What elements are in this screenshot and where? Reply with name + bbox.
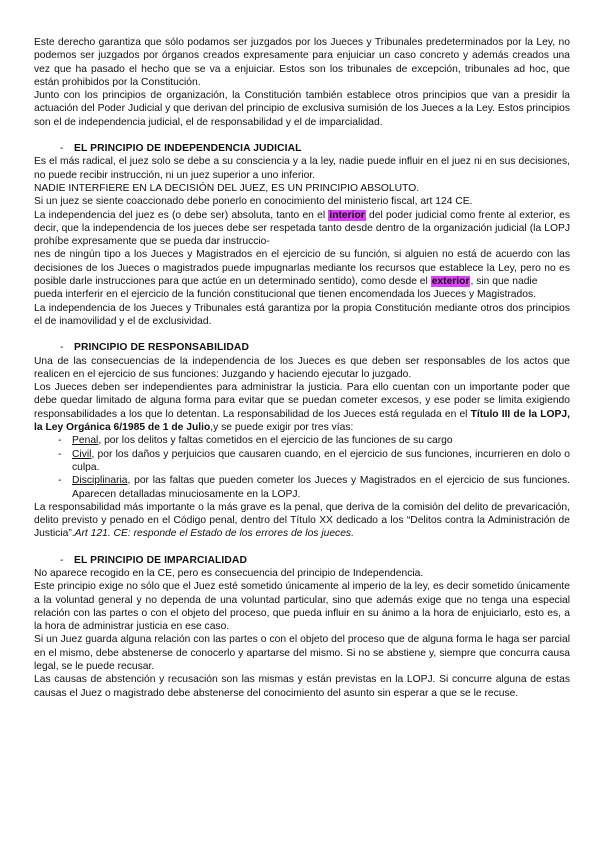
independencia-paragraph-1: Es el más radical, el juez solo se debe a su consciencia y a la ley, nadie puede influir en el juez ni en sus decisiones, no puede recibir instrucción, ni un juez superior a uno inferior. — [34, 156, 570, 181]
imparcialidad-paragraph-2: Este principio exige no sólo que el Juez esté sometido únicamente al imperio de la ley, es decir sometido únicamente a la voluntad general y no dependa de una voluntad particular, sino que además exige que no tenga una especial relación con las partes o con el objeto del proceso, que pueda influir en su ánimo a la hora de enjuiciarlo, esto es, a la hora de administrar justicia en ese caso. — [34, 581, 570, 633]
spacer — [34, 328, 570, 341]
list-item — [58, 448, 570, 475]
independencia-paragraph-6: pueda interferir en el ejercicio de la función constitucional que tienen encomendada los Jueces y Magistrados. — [34, 289, 536, 301]
independencia-paragraph-4 — [34, 209, 570, 249]
heading-imparcialidad — [34, 554, 570, 567]
italic-note: Art 121. CE: responde el Estado de los errores de los jueces. — [74, 528, 354, 540]
list-item — [58, 434, 570, 447]
imparcialidad-paragraph-1: No aparece recogido en la CE, pero es consecuencia del principio de Independencia. — [34, 567, 424, 579]
heading-responsabilidad — [34, 341, 570, 354]
highlight-interior: interior — [329, 209, 365, 221]
responsabilidad-paragraph-3 — [34, 501, 570, 541]
responsabilidad-list — [34, 434, 570, 500]
heading-independencia — [34, 142, 570, 155]
heading-text: PRINCIPIO DE RESPONSABILIDAD — [74, 342, 250, 354]
text-run: , sin que nadie — [470, 276, 538, 288]
heading-text: EL PRINCIPIO DE IMPARCIALIDAD — [74, 554, 247, 566]
heading-bullet: - — [60, 342, 64, 354]
spacer — [34, 129, 570, 142]
list-text: , por los daños y perjuicios que causaren cuando, en el ejercicio de sus funciones, incurrieren en dolo o culpa. — [72, 448, 570, 473]
imparcialidad-paragraph-4: Las causas de abstención y recusación son las mismas y están previstas en la LOPJ. Si concurre alguna de estas causas el Juez o magistrado debe abstenerse del conocimiento del asunto sin esperar a que se le recuse. — [34, 674, 570, 699]
list-bullet: - — [58, 448, 62, 460]
text-run: nes de ningún tipo a los Jueces y Magistrados en el ejercicio de su función, si alguien no está de acuerdo con las decisiones de los Jueces o magistrados puede impugnarlas mediante los recursos que establece la Ley, pero no es posible darle instrucciones para que actúe en un determinado sentido), como desde el — [34, 249, 570, 288]
imparcialidad-paragraph-3: Si un Juez guarda alguna relación con las partes o con el objeto del proceso que de alguna forma le haga ser parcial en el mismo, debe abstenerse de conocerlo y apartarse del mismo. Si no se abstiene y, siempre que concurra causa legal, se le puede recusar. — [34, 634, 570, 673]
responsabilidad-paragraph-1: Una de las consecuencias de la independencia de los Jueces es que deben ser responsables de los actos que realicen en el ejercicio de sus funciones: Juzgando y haciendo ejecutar lo juzgado. — [34, 355, 570, 380]
intro-paragraph-1: Este derecho garantiza que sólo podamos ser juzgados por los Jueces y Tribunales predeterminados por la Ley, no podemos ser juzgados por órganos creados expresamente para enjuiciar un caso concreto y además creados una vez que ha pasado el hecho que se va a enjuiciar. Estos son los tribunales de excepción, tribunales ad hoc, que están prohibidos por la Constitución. — [34, 37, 570, 88]
independencia-paragraph-3: Si un juez se siente coaccionado debe ponerlo en conocimiento del ministerio fiscal, art 124 CE. — [34, 196, 473, 208]
text-run: del poder judicial como frente al exterior, es decir, que la independencia de los jueces debe ser respetada tanto desde dentro de la organización judicial (la LOPJ prohíbe expresamente que se pueda dar instruccio- — [34, 209, 571, 248]
text-run: ,y se puede exigir por tres vías: — [210, 422, 354, 434]
independencia-paragraph-7: La independencia de los Jueces y Tribunales está garantiza por la propia Constitución mediante otros dos principios el de inamovilidad y el de exclusividad. — [34, 302, 570, 327]
heading-bullet: - — [60, 554, 64, 566]
heading-bullet: - — [60, 143, 64, 155]
text-run: Los Jueces deben ser independientes para administrar la justicia. Para ello cuentan con un importante poder que debe quedar limitado de alguna forma para evitar que se puedan cometer excesos, y ese poder se limita exigiendo responsabilidades a los que lo detentan. La responsabilidad de los Jueces está regulada en el — [34, 382, 570, 420]
intro-paragraph-2: Junto con los principios de organización, la Constitución también establece otros principios que van a presidir la actuación del Poder Judicial y que derivan del principio de exclusiva sumisión de los Jueces a la Ley. Estos principios son el de independencia judicial, el de responsabilidad y el de imparcialidad. — [34, 90, 570, 128]
text-run: La independencia del juez es (o debe ser) absoluta, tanto en el — [34, 209, 329, 221]
bold-reference: Título III de la LOPJ, la Ley Orgánica 6/1985 de 1 de Julio — [34, 408, 570, 434]
list-bullet: - — [58, 435, 62, 447]
list-term: Disciplinaria — [72, 475, 128, 487]
list-item — [58, 474, 570, 501]
list-term: Penal — [72, 435, 99, 447]
independencia-paragraph-2: NADIE INTERFIERE EN LA DECISIÓN DEL JUEZ, ES UN PRINCIPIO ABSOLUTO. — [34, 182, 420, 194]
text-run: La responsabilidad más importante o la más grave es la penal, que deriva de la comisión del delito de prevaricación, delito previsto y penado en el Código penal, dentro del Título XX dedicado a los “Delitos contra la Administración de Justicia”. — [34, 501, 570, 540]
independencia-paragraph-5 — [34, 248, 570, 288]
highlight-exterior: exterior — [431, 276, 470, 288]
list-term: Civil — [72, 448, 92, 460]
list-text: , por los delitos y faltas cometidos en el ejercicio de las funciones de su cargo — [98, 435, 453, 447]
heading-text: EL PRINCIPIO DE INDEPENDENCIA JUDICIAL — [74, 143, 302, 155]
responsabilidad-paragraph-2 — [34, 381, 570, 434]
spacer — [34, 541, 570, 554]
list-text: , por las faltas que pueden cometer los Jueces y Magistrados en el ejercicio de sus funciones. Aparecen detalladas minuciosamente en la LOPJ. — [72, 475, 570, 500]
list-bullet: - — [58, 475, 62, 487]
